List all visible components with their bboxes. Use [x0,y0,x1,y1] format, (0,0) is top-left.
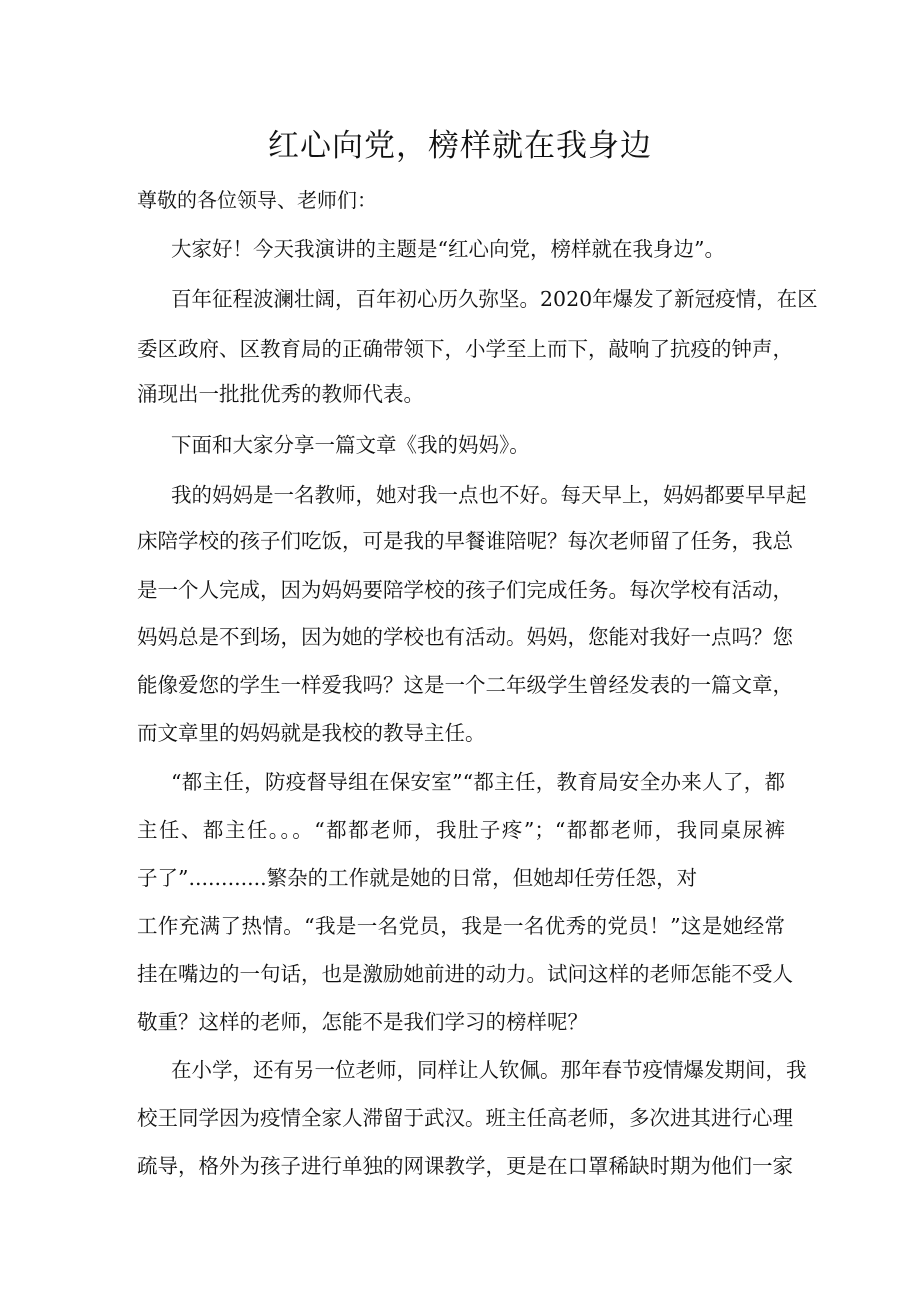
paragraph-line: 敬重？这样的老师，怎能不是我们学习的榜样呢？ [137,1010,588,1034]
paragraph-line: 大家好！今天我演讲的主题是“红心向党，榜样就在我身边”。 [171,237,725,261]
paragraph-line: 百年征程波澜壮阔，百年初心历久弥坚。2020年爆发了新冠疫情，在区 [171,287,818,311]
paragraph-line: 委区政府、区教育局的正确带领下，小学至上而下，敲响了抗疫的钟声， [137,337,793,361]
paragraph-line: 妈妈总是不到场，因为她的学校也有活动。妈妈，您能对我好一点吗？您 [137,625,793,649]
paragraph-line: 是一个人完成，因为妈妈要陪学校的孩子们完成任务。每次学校有活动， [137,578,793,602]
paragraph-line: 下面和大家分享一篇文章《我的妈妈》。 [171,433,530,457]
paragraph-line: 校王同学因为疫情全家人滞留于武汉。班主任高老师，多次进其进行心理 [137,1106,793,1130]
paragraph-line: 能像爱您的学生一样爱我吗？这是一个二年级学生曾经发表的一篇文章， [137,673,793,697]
paragraph-line: 工作充满了热情。“我是一名党员，我是一名优秀的党员！”这是她经常 [137,914,785,938]
paragraph-line: 主任、都主任。。。“都都老师，我肚子疼”；“都都老师，我同桌尿裤 [137,818,785,842]
paragraph-line: 挂在嘴边的一句话，也是激励她前进的动力。试问这样的老师怎能不受人 [137,962,793,986]
paragraph-line: 而文章里的妈妈就是我校的教导主任。 [137,721,486,745]
paragraph-line: 疏导，格外为孩子进行单独的网课教学，更是在口罩稀缺时期为他们一家 [137,1154,793,1178]
document-title: 红心向党，榜样就在我身边 [268,128,652,164]
paragraph-line: 涌现出一批批优秀的教师代表。 [137,382,424,406]
paragraph-line: 在小学，还有另一位老师，同样让人钦佩。那年春节疫情爆发期间，我 [171,1058,807,1082]
paragraph-line: 床陪学校的孩子们吃饭，可是我的早餐谁陪呢？每次老师留了任务，我总 [137,529,793,553]
paragraph-line: 我的妈妈是一名教师，她对我一点也不好。每天早上，妈妈都要早早起 [171,483,807,507]
paragraph-line: “都主任，防疫督导组在保安室”“都主任，教育局安全办来人了，都 [171,770,785,794]
greeting-line: 尊敬的各位领导、老师们： [137,188,377,212]
paragraph-line: 子了”............繁杂的工作就是她的日常，但她却任劳任怨，对 [137,866,698,890]
